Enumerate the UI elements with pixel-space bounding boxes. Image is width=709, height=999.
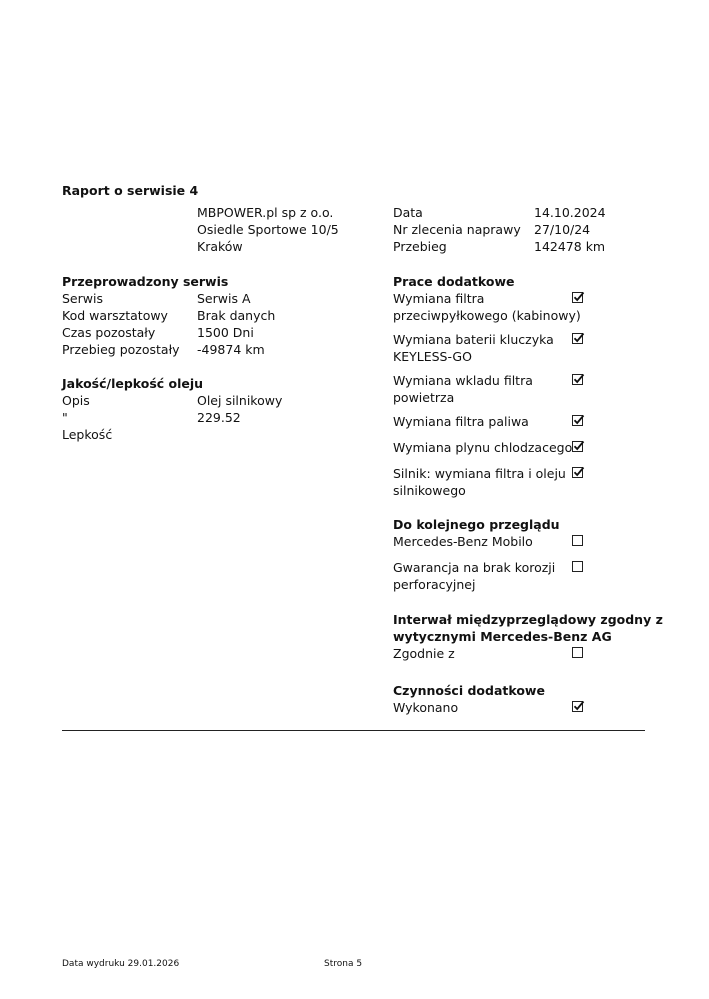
- extra-work-item-line1: Wymiana filtra: [393, 291, 485, 306]
- checkmark-icon: [572, 331, 585, 344]
- checkmark-icon: [572, 465, 585, 478]
- oil-row-label: Lepkość: [62, 427, 113, 442]
- checkbox-engine-oil[interactable]: [572, 467, 583, 478]
- extra-work-item-line1: Wymiana baterii kluczyka: [393, 332, 554, 347]
- extra-work-item-line2: przeciwpyłkowego (kabinowy): [393, 308, 581, 323]
- interval-heading: Interwał międzyprzeglądowy zgodny z: [393, 612, 663, 627]
- service-heading: Przeprowadzony serwis: [62, 274, 229, 289]
- service-row-value: Serwis A: [197, 291, 251, 306]
- service-row-value: Brak danych: [197, 308, 276, 323]
- extra-work-item-line2: powietrza: [393, 390, 455, 405]
- extra-work-item-line1: Silnik: wymiana filtra i oleju: [393, 466, 566, 481]
- checkbox-cabin-filter[interactable]: [572, 292, 583, 303]
- next-inspection-item-line1: Mercedes-Benz Mobilo: [393, 534, 533, 549]
- oil-row-label: Opis: [62, 393, 90, 408]
- checkbox-corrosion-warranty[interactable]: [572, 561, 583, 572]
- page-number: Strona 5: [324, 959, 363, 969]
- interval-heading: wytycznymi Mercedes-Benz AG: [393, 629, 612, 644]
- next-inspection-item-line2: perforacyjnej: [393, 577, 476, 592]
- service-row-label: Przebieg pozostały: [62, 342, 180, 357]
- service-row-value: -49874 km: [197, 342, 265, 357]
- extra-work-item-line1: Wymiana filtra paliwa: [393, 414, 529, 429]
- divider: [62, 730, 645, 731]
- checkmark-icon: [572, 413, 585, 426]
- checkmark-icon: [572, 699, 585, 712]
- service-row-value: 1500 Dni: [197, 325, 254, 340]
- checkbox-done[interactable]: [572, 701, 583, 712]
- oil-row-value: Olej silnikowy: [197, 393, 283, 408]
- date-label: Data: [393, 205, 423, 220]
- extra-work-item-line2: KEYLESS-GO: [393, 349, 472, 364]
- checkbox-air-filter[interactable]: [572, 374, 583, 385]
- checkbox-mobilo[interactable]: [572, 535, 583, 546]
- service-row-label: Serwis: [62, 291, 103, 306]
- oil-row-label: ": [62, 410, 68, 425]
- order-label: Nr zlecenia naprawy: [393, 222, 521, 237]
- checkbox-interval-compliant[interactable]: [572, 647, 583, 658]
- dealer-name: MBPOWER.pl sp z o.o.: [197, 205, 334, 220]
- checkbox-coolant[interactable]: [572, 441, 583, 452]
- checkbox-key-battery[interactable]: [572, 333, 583, 344]
- next-inspection-heading: Do kolejnego przeglądu: [393, 517, 560, 532]
- interval-item-line1: Zgodnie z: [393, 646, 455, 661]
- checkmark-icon: [572, 290, 585, 303]
- checkbox-fuel-filter[interactable]: [572, 415, 583, 426]
- report-title: Raport o serwisie 4: [62, 183, 199, 198]
- extra-work-item-line2: silnikowego: [393, 483, 466, 498]
- oil-heading: Jakość/lepkość oleju: [62, 376, 204, 391]
- additional-tasks-item-line1: Wykonano: [393, 700, 459, 715]
- checkmark-icon: [572, 439, 585, 452]
- service-row-label: Czas pozostały: [62, 325, 156, 340]
- extra-work-item-line1: Wymiana wkladu filtra: [393, 373, 533, 388]
- additional-tasks-heading: Czynności dodatkowe: [393, 683, 545, 698]
- dealer-city: Kraków: [197, 239, 243, 254]
- extra-work-heading: Prace dodatkowe: [393, 274, 515, 289]
- date-value: 14.10.2024: [534, 205, 606, 220]
- next-inspection-item-line1: Gwarancja na brak korozji: [393, 560, 556, 575]
- mileage-label: Przebieg: [393, 239, 447, 254]
- order-value: 27/10/24: [534, 222, 591, 237]
- extra-work-item-line1: Wymiana plynu chlodzacego: [393, 440, 573, 455]
- oil-row-value: 229.52: [197, 410, 241, 425]
- dealer-street: Osiedle Sportowe 10/5: [197, 222, 339, 237]
- print-date: Data wydruku 29.01.2026: [62, 959, 180, 969]
- mileage-value: 142478 km: [534, 239, 606, 254]
- checkmark-icon: [572, 372, 585, 385]
- service-row-label: Kod warsztatowy: [62, 308, 168, 323]
